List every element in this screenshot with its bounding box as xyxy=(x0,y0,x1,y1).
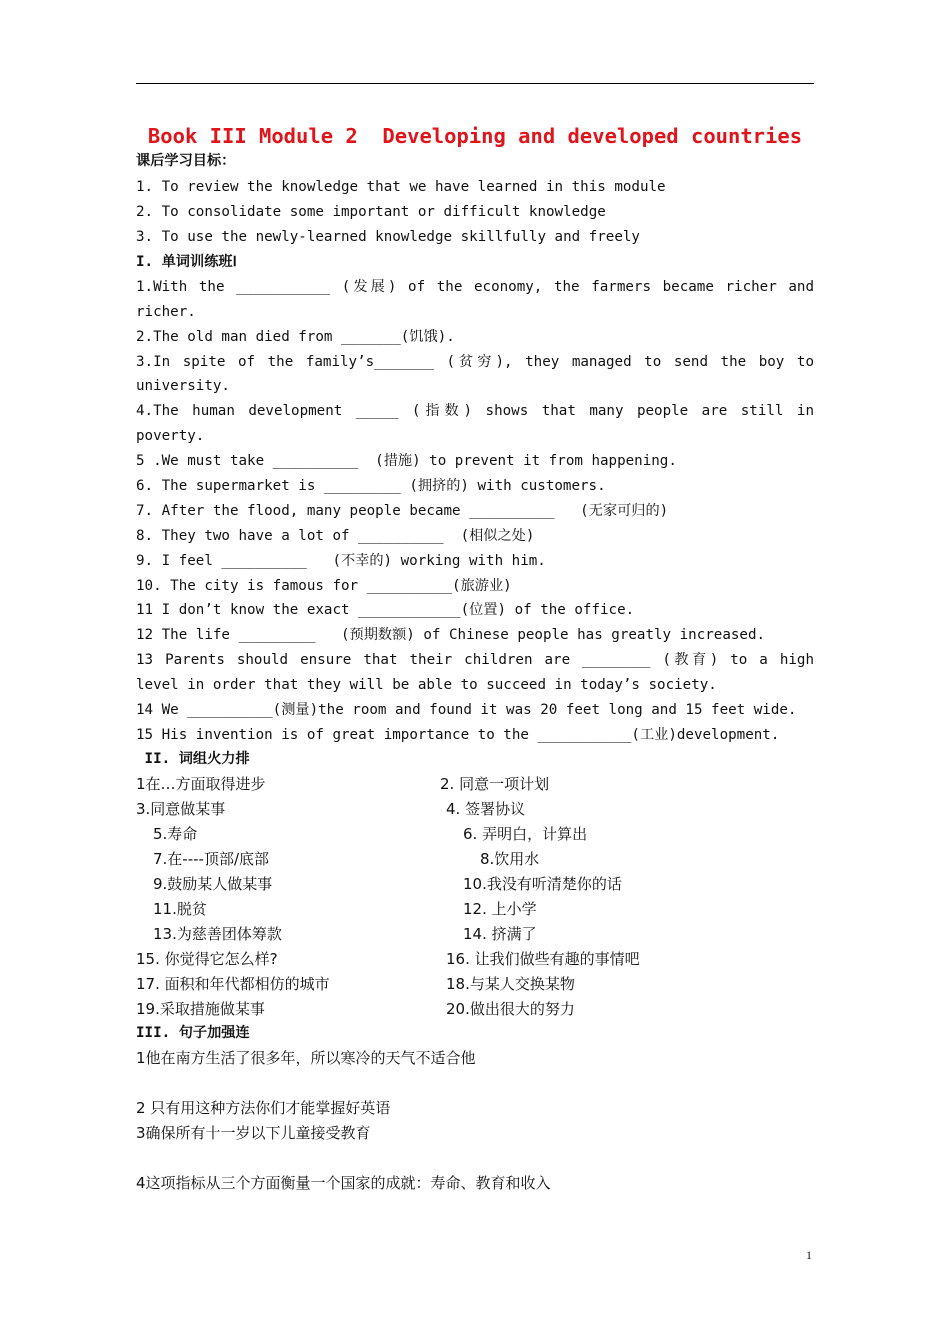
objective-item: 3. To use the newly-learned knowledge skillfully and freely xyxy=(136,229,640,245)
phrase-item: 8.饮用水 xyxy=(480,850,540,868)
sentence-item: 3确保所有十一岁以下儿童接受教育 xyxy=(136,1124,371,1142)
phrase-item: 17. 面积和年代都相仿的城市 xyxy=(136,975,330,993)
phrase-item: 4. 签署协议 xyxy=(446,800,526,818)
phrase-item: 16. 让我们做些有趣的事情吧 xyxy=(446,950,640,968)
phrase-item: 1在…方面取得进步 xyxy=(136,775,266,793)
objective-item: 1. To review the knowledge that we have learned in this module xyxy=(136,179,666,195)
phrase-item: 5.寿命 xyxy=(153,825,198,843)
objective-item: 2. To consolidate some important or difficult knowledge xyxy=(136,204,606,220)
objectives-heading: 课后学习目标： xyxy=(136,153,236,169)
phrase-item: 3.同意做某事 xyxy=(136,800,226,818)
exercise-line: 2.The old man died from _______(饥饿). xyxy=(136,329,455,345)
sentence-item: 4这项指标从三个方面衡量一个国家的成就：寿命、教育和收入 xyxy=(136,1174,551,1192)
exercise-line: 15 His invention is of great importance to the ___________(工业)development. xyxy=(136,727,780,743)
section3-heading: III. 句子加强连 xyxy=(136,1025,250,1041)
exercise-line: 12 The life _________ (预期数额) of Chinese people has greatly increased. xyxy=(136,627,766,643)
exercise-line: level in order that they will be able to succeed in today’s society. xyxy=(136,677,717,693)
exercise-line: 6. The supermarket is _________ (拥挤的) with customers. xyxy=(136,478,606,494)
phrase-item: 15. 你觉得它怎么样? xyxy=(136,950,278,968)
phrase-item: 10.我没有听清楚你的话 xyxy=(463,875,622,893)
phrase-item: 19.采取措施做某事 xyxy=(136,1000,265,1018)
exercise-line: university. xyxy=(136,378,230,394)
phrase-item: 14. 挤满了 xyxy=(463,925,537,943)
exercise-line: 10. The city is famous for __________(旅游业) xyxy=(136,578,512,594)
phrase-item: 9.鼓励某人做某事 xyxy=(153,875,273,893)
section2-heading: II. 词组火力排 xyxy=(136,751,250,767)
exercise-line: 7. After the flood, many people became __________ (无家可归的) xyxy=(136,503,669,519)
phrase-item: 6. 弄明白，计算出 xyxy=(463,825,588,843)
sentence-item: 2 只有用这种方法你们才能掌握好英语 xyxy=(136,1099,391,1117)
phrase-item: 7.在----顶部/底部 xyxy=(153,850,270,868)
exercise-line: 8. They two have a lot of __________ (相似之处) xyxy=(136,528,535,544)
phrase-item: 13.为慈善团体筹款 xyxy=(153,925,282,943)
phrase-item: 11.脱贫 xyxy=(153,900,207,918)
exercise-line: 9. I feel __________ (不幸的) working with him. xyxy=(136,553,546,569)
document-title: Book III Module 2 Developing and developed countries xyxy=(147,124,803,148)
exercise-line: richer. xyxy=(136,304,196,320)
exercise-line: 5 .We must take __________ (措施) to prevent it from happening. xyxy=(136,453,677,469)
top-rule xyxy=(136,83,814,84)
exercise-line: 3.In spite of the family’s_______ (贫穷), they managed to send the boy to xyxy=(136,354,814,370)
phrase-item: 2. 同意一项计划 xyxy=(440,775,550,793)
exercise-line: 11 I don’t know the exact ____________(位置) of the office. xyxy=(136,602,635,618)
exercise-line: 1.With the ___________ (发展) of the economy, the farmers became richer and xyxy=(136,279,814,295)
phrase-item: 18.与某人交换某物 xyxy=(446,975,575,993)
exercise-line: 14 We __________(测量)the room and found it was 20 feet long and 15 feet wide. xyxy=(136,702,797,718)
section1-heading: I. 单词训练班Ⅰ xyxy=(136,254,237,270)
sentence-item: 1他在南方生活了很多年，所以寒冷的天气不适合他 xyxy=(136,1049,476,1067)
phrase-item: 12. 上小学 xyxy=(463,900,537,918)
exercise-line: poverty. xyxy=(136,428,205,444)
phrase-item: 20.做出很大的努力 xyxy=(446,1000,575,1018)
page-number: 1 xyxy=(806,1248,812,1262)
exercise-line: 13 Parents should ensure that their children are ________ (教育) to a high xyxy=(136,652,814,668)
exercise-line: 4.The human development _____ (指数) shows that many people are still in xyxy=(136,403,814,419)
